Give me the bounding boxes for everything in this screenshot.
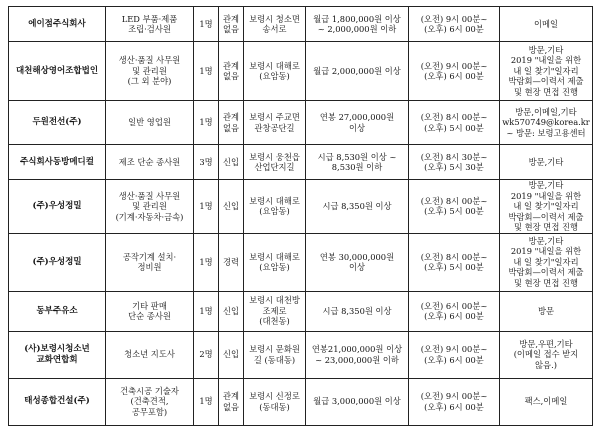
company-cell-line: 두원전선(주) (32, 117, 82, 128)
location-cell-line: 보령시 대해로 (249, 195, 300, 206)
application-method-cell-line: wk570749@korea.kr (502, 117, 590, 128)
wage-cell-line: ~ 2,000,000원 이하 (317, 24, 397, 34)
location-cell (244, 101, 306, 145)
application-method-cell (500, 42, 593, 101)
work-hours-cell (409, 378, 500, 425)
work-hours-cell-line: (오후) 5시 30분 (424, 162, 484, 172)
work-hours-cell-line: (오전) 6시 00분~ (420, 300, 488, 311)
work-hours-cell-line: (오전) 8시 00분~ (420, 112, 488, 122)
work-hours-cell (409, 7, 500, 42)
company-cell (9, 233, 106, 291)
application-method-cell-line: 방문,기타 (528, 235, 564, 246)
wage-cell (306, 101, 409, 145)
wage-cell-line: ~ 23,000,000원 이하 (315, 354, 399, 365)
application-method-cell (500, 291, 593, 331)
application-method-cell-line: (이메일 접수 받지 (513, 349, 579, 360)
application-method-cell-line: 방문,우편,기타 (519, 338, 573, 349)
wage-cell (306, 145, 409, 180)
headcount-cell (194, 101, 219, 145)
job-title-cell-line: (건축견적, (130, 396, 169, 407)
application-method-cell-line: 내 일 찾기"일자리 (513, 256, 579, 267)
job-title-cell-line: 및 관리원 (132, 201, 167, 211)
location-cell-line: 조제로 (262, 305, 287, 316)
experience-cell (219, 233, 244, 291)
experience-cell-line: 경력 (222, 256, 240, 267)
job-title-cell-line: (그 외 분야) (127, 76, 172, 87)
work-hours-cell (409, 180, 500, 234)
application-method-cell (500, 233, 593, 291)
location-cell (244, 180, 306, 234)
company-cell-line: 동부주유소 (36, 305, 78, 316)
location-cell (244, 291, 306, 331)
job-title-cell (106, 180, 194, 234)
location-cell-line: 보령시 주교면 (249, 112, 300, 122)
job-title-cell-line: 단순 종사원 (128, 311, 171, 321)
location-cell-line: (요암동) (259, 71, 290, 81)
table-row (9, 331, 593, 378)
job-title-cell-line: 생산·품질 사무원 (118, 55, 181, 66)
wage-cell-line: 시급 8,350원 이상 (322, 305, 392, 316)
application-method-cell-line: 방문 (537, 305, 555, 316)
job-title-cell-line: 공무포함) (131, 406, 168, 417)
location-cell-line: 송서로 (262, 24, 287, 34)
application-method-cell-line: 박람회—이력서 제출 (508, 267, 584, 278)
application-method-cell-line: 2019 "내일을 위한 (510, 246, 582, 257)
application-method-cell-line: 팩스,이메일 (524, 396, 568, 407)
job-title-cell-line: 기타 판매 (132, 300, 167, 311)
work-hours-cell-line: (오전) 9시 00분~ (420, 60, 488, 71)
table-body (9, 7, 593, 426)
experience-cell (219, 291, 244, 331)
job-title-cell-line: 제조 단순 종사원 (118, 156, 181, 167)
headcount-cell (194, 7, 219, 42)
experience-cell-line: 없음 (222, 401, 240, 412)
job-listings-table (8, 6, 593, 426)
location-cell (244, 42, 306, 101)
job-title-cell-line: 정비원 (137, 262, 162, 272)
job-title-cell-line: 공작기계 설치· (122, 251, 177, 262)
application-method-cell (500, 101, 593, 145)
headcount-cell-line: 1명 (199, 396, 213, 407)
experience-cell-line: 없음 (222, 24, 240, 34)
job-title-cell (106, 7, 194, 42)
company-cell-line: (사)보령시청소년 (24, 344, 90, 354)
company-cell (9, 378, 106, 425)
wage-cell-line: 연봉 30,000,000원 (319, 251, 395, 262)
headcount-cell (194, 145, 219, 180)
wage-cell (306, 180, 409, 234)
work-hours-cell (409, 101, 500, 145)
wage-cell-line: 연봉21,000,000원 이상 (311, 344, 403, 354)
wage-cell (306, 42, 409, 101)
table-row (9, 145, 593, 180)
experience-cell-line: 신입 (222, 349, 240, 360)
wage-cell (306, 7, 409, 42)
application-method-cell (500, 180, 593, 234)
experience-cell-line: 없음 (222, 122, 240, 133)
table-row (9, 101, 593, 145)
table-row (9, 7, 593, 42)
table-row (9, 378, 593, 425)
application-method-cell-line: 2019 "내일을 위한 (510, 190, 582, 201)
location-cell (244, 233, 306, 291)
company-cell (9, 7, 106, 42)
work-hours-cell (409, 145, 500, 180)
application-method-cell-line: 방문,기타 (528, 156, 564, 167)
company-cell (9, 101, 106, 145)
location-cell (244, 331, 306, 378)
location-cell-line: 산업단지길 (254, 162, 295, 172)
experience-cell (219, 101, 244, 145)
company-cell (9, 331, 106, 378)
company-cell-line: 에이점주식회사 (28, 18, 86, 29)
location-cell-line: 길 (동대동) (253, 354, 296, 365)
company-cell-line: 태성종합건설(주) (24, 396, 90, 407)
work-hours-cell (409, 291, 500, 331)
headcount-cell (194, 291, 219, 331)
application-method-cell-line: 않음.) (535, 359, 557, 370)
headcount-cell (194, 42, 219, 101)
job-title-cell-line: 생산·품질 사무원 (118, 190, 181, 201)
company-cell (9, 291, 106, 331)
wage-cell-line: 시급 8,530원 이상 ~ (317, 151, 397, 162)
company-cell-line: 대천해상영어조합법인 (15, 65, 99, 76)
application-method-cell-line: 박람회—이력서 제출 (508, 76, 584, 87)
experience-cell-line: 신입 (222, 156, 240, 167)
location-cell-line: (요암동) (259, 262, 290, 272)
application-method-cell (500, 331, 593, 378)
experience-cell-line: 관계 (222, 13, 240, 24)
table-row (9, 291, 593, 331)
job-title-cell (106, 42, 194, 101)
company-cell-line: (주)우성정밀 (32, 256, 82, 267)
application-method-cell-line: 내 일 찾기"일자리 (513, 65, 579, 76)
application-method-cell (500, 145, 593, 180)
experience-cell-line: 없음 (222, 71, 240, 81)
work-hours-cell-line: (오후) 6시 00분 (424, 354, 484, 365)
application-method-cell-line: 이메일 (533, 18, 559, 29)
job-title-cell-line: (기계·자동차·금속) (115, 211, 184, 222)
work-hours-cell-line: (오후) 6시 00분 (424, 401, 484, 412)
work-hours-cell-line: (오전) 8시 00분~ (420, 195, 488, 206)
headcount-cell (194, 378, 219, 425)
table-row (9, 233, 593, 291)
job-title-cell-line: 및 관리원 (132, 65, 167, 76)
job-title-cell (106, 378, 194, 425)
application-method-cell-line: 방문,기타 (528, 44, 564, 55)
job-title-cell (106, 331, 194, 378)
application-method-cell-line: 박람회—이력서 제출 (508, 211, 584, 222)
location-cell-line: (요암동) (259, 206, 290, 217)
experience-cell (219, 180, 244, 234)
location-cell-line: 보령시 대천방 (249, 295, 300, 306)
work-hours-cell-line: (오후) 5시 00분 (424, 206, 484, 217)
location-cell-line: (대천동) (259, 316, 290, 327)
location-cell-line: (동대동) (259, 401, 290, 412)
headcount-cell-line: 2명 (199, 349, 213, 360)
headcount-cell-line: 1명 (199, 201, 213, 211)
work-hours-cell-line: (오후) 6시 00분 (424, 71, 484, 81)
job-title-cell (106, 101, 194, 145)
application-method-cell-line: 및 현장 면접 진행 (513, 86, 579, 97)
application-method-cell-line: ~ 방문: 보령고용센터 (506, 127, 586, 138)
headcount-cell-line: 1명 (199, 305, 213, 316)
company-cell-line: (주)우성정밀 (32, 201, 82, 211)
wage-cell-line: 이상 (348, 122, 366, 133)
wage-cell-line: 연봉 27,000,000원 (319, 112, 395, 122)
wage-cell-line: 시급 8,350원 이상 (322, 201, 392, 211)
work-hours-cell-line: (오전) 8시 30분~ (420, 151, 488, 162)
location-cell-line: 관창공단길 (254, 122, 295, 133)
job-title-cell-line: 조립·검사원 (128, 24, 171, 34)
application-method-cell (500, 7, 593, 42)
work-hours-cell-line: (오전) 9시 00분~ (420, 344, 488, 354)
headcount-cell (194, 180, 219, 234)
wage-cell (306, 378, 409, 425)
experience-cell-line: 관계 (222, 112, 240, 122)
job-title-cell (106, 291, 194, 331)
job-title-cell-line: 청소년 지도사 (124, 349, 175, 360)
experience-cell-line: 신입 (222, 201, 240, 211)
location-cell (244, 378, 306, 425)
experience-cell (219, 145, 244, 180)
headcount-cell-line: 1명 (199, 256, 213, 267)
experience-cell-line: 관계 (222, 391, 240, 401)
application-method-cell-line: 방문,이메일,기타 (515, 106, 577, 117)
work-hours-cell-line: (오후) 6시 00분 (424, 311, 484, 321)
location-cell-line: 보령시 문화원 (249, 344, 300, 354)
work-hours-cell-line: (오후) 6시 00분 (424, 24, 484, 34)
headcount-cell-line: 1명 (199, 65, 213, 76)
wage-cell-line: 8,530원 이하 (331, 162, 383, 172)
application-method-cell-line: 내 일 찾기"일자리 (513, 201, 579, 211)
headcount-cell (194, 233, 219, 291)
experience-cell (219, 378, 244, 425)
experience-cell-line: 관계 (222, 60, 240, 71)
application-method-cell-line: 및 현장 면접 진행 (513, 222, 579, 232)
job-title-cell-line: LED 부품·제품 (121, 13, 178, 24)
wage-cell (306, 331, 409, 378)
location-cell-line: 보령시 신정로 (249, 391, 300, 401)
headcount-cell-line: 1명 (199, 117, 213, 128)
headcount-cell (194, 331, 219, 378)
experience-cell (219, 331, 244, 378)
location-cell-line: 보령시 대해로 (249, 60, 300, 71)
location-cell-line: 보령시 청소면 (249, 13, 300, 24)
location-cell-line: 보령시 대해로 (249, 251, 300, 262)
work-hours-cell-line: (오전) 9시 00분~ (420, 391, 488, 401)
work-hours-cell-line: (오후) 5시 00분 (424, 122, 484, 133)
work-hours-cell (409, 331, 500, 378)
job-title-cell-line: 일반 영업원 (128, 117, 171, 128)
application-method-cell (500, 378, 593, 425)
job-title-cell (106, 145, 194, 180)
job-title-cell (106, 233, 194, 291)
company-cell (9, 145, 106, 180)
work-hours-cell (409, 233, 500, 291)
location-cell (244, 145, 306, 180)
headcount-cell-line: 3명 (199, 156, 213, 167)
wage-cell (306, 291, 409, 331)
wage-cell-line: 월급 3,000,000원 이상 (313, 396, 401, 407)
table-row (9, 42, 593, 101)
table-row (9, 180, 593, 234)
headcount-cell-line: 1명 (199, 18, 213, 29)
application-method-cell-line: 2019 "내일을 위한 (510, 55, 582, 66)
company-cell (9, 180, 106, 234)
work-hours-cell (409, 42, 500, 101)
experience-cell-line: 신입 (222, 305, 240, 316)
company-cell (9, 42, 106, 101)
experience-cell (219, 42, 244, 101)
wage-cell-line: 월급 1,800,000원 이상 (313, 13, 401, 24)
application-method-cell-line: 방문,기타 (528, 180, 564, 190)
company-cell-line: 교화연합회 (36, 354, 78, 365)
job-title-cell-line: 건축시공 기술자 (120, 385, 179, 396)
location-cell-line: 보령시 웅천읍 (249, 151, 300, 162)
work-hours-cell-line: (오전) 8시 00분~ (420, 251, 488, 262)
wage-cell-line: 월급 2,000,000원 이상 (313, 65, 401, 76)
work-hours-cell-line: (오후) 5시 00분 (424, 262, 484, 272)
location-cell (244, 7, 306, 42)
company-cell-line: 주식회사동방메디컬 (20, 156, 94, 167)
application-method-cell-line: 및 현장 면접 진행 (513, 277, 579, 288)
wage-cell-line: 이상 (348, 262, 366, 272)
experience-cell (219, 7, 244, 42)
wage-cell (306, 233, 409, 291)
work-hours-cell-line: (오전) 9시 00분~ (420, 13, 488, 24)
